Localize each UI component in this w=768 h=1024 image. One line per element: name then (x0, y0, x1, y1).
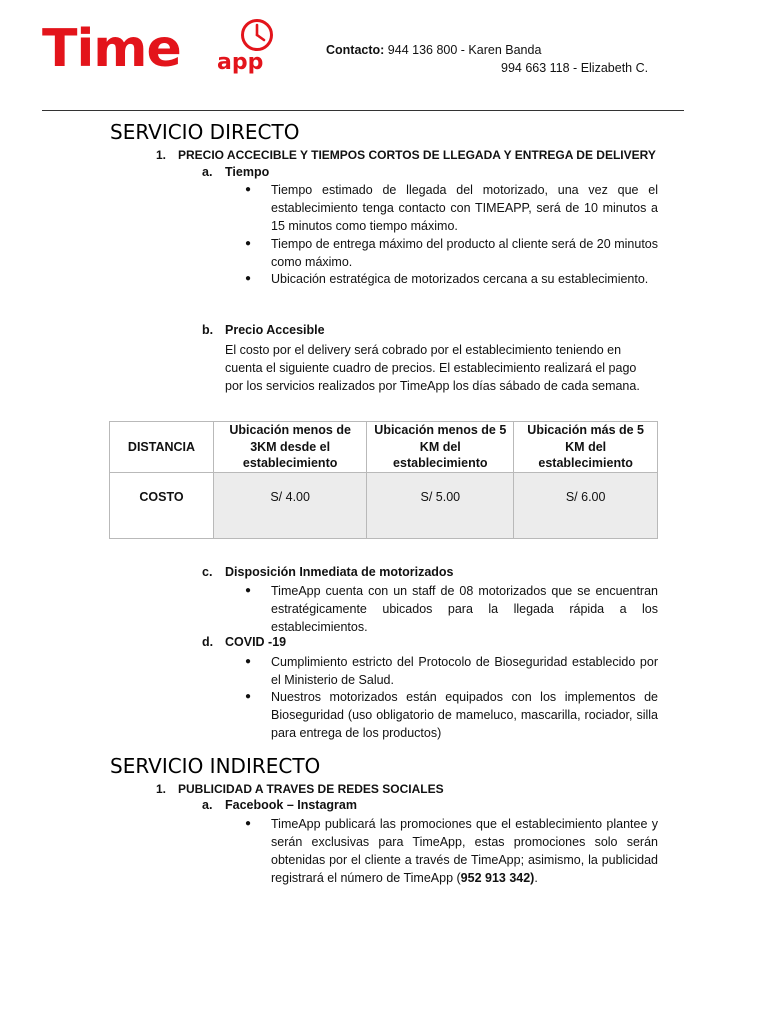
price-paragraph: El costo por el delivery será cobrado por el establecimiento teniendo en cuenta el siguiente cuadro de precios. El establecimiento realizará el pago por los servicios realizados por TimeApp los días sábado de cada semana. (225, 343, 640, 393)
sub-b-title: Precio Accesible (225, 323, 325, 337)
bullet-text: Tiempo de entrega máximo del producto al cliente será de 20 minutos como máximo. (271, 237, 658, 269)
sub-d-letter: d. (202, 635, 214, 649)
bullet-text: Ubicación estratégica de motorizados cercana a su establecimiento. (271, 272, 649, 286)
price-cell: S/ 4.00 (214, 473, 367, 539)
sub-d-title: COVID -19 (225, 635, 287, 649)
indirect-sub-a-letter: a. (202, 798, 213, 812)
contact-phone-1: 944 136 800 - Karen Banda (384, 43, 542, 57)
indirect-item-number: 1. (156, 782, 167, 796)
bullet-text: Cumplimiento estricto del Protocolo de Bioseguridad establecido por el Ministerio de Salud. (271, 655, 658, 687)
bullet-icon: ● (245, 691, 252, 702)
bullet-icon: ● (245, 273, 252, 284)
timeapp-phone-number: 952 913 342) (460, 871, 535, 885)
price-cell: S/ 5.00 (367, 473, 514, 539)
table-header-cell: Ubicación más de 5 KM del establecimiento (514, 422, 658, 473)
logo-app-text: app (217, 50, 264, 75)
direct-item-title: PRECIO ACCECIBLE Y TIEMPOS CORTOS DE LLEGADA Y ENTREGA DE DELIVERY (178, 148, 656, 162)
bullet-text: Tiempo estimado de llegada del motorizado, una vez que el establecimiento tenga contacto con TIMEAPP, será de 10 minutos a 15 minutos como tiempo máximo. (271, 183, 658, 233)
direct-item-number: 1. (156, 148, 167, 162)
timeapp-logo (42, 16, 267, 82)
contact-label: Contacto: (326, 43, 385, 57)
clock-icon (240, 18, 274, 52)
bullet-icon: ● (245, 585, 252, 596)
contact-line-2: 994 663 118 - Elizabeth C. (501, 61, 649, 75)
bullet-text: Nuestros motorizados están equipados con los implementos de Bioseguridad (uso obligatorio de mameluco, mascarilla, rociador, silla para entrega de los productos) (271, 690, 658, 740)
sub-a-letter: a. (202, 165, 213, 179)
sub-b-letter: b. (202, 323, 214, 337)
table-header-cell: Ubicación menos de 3KM desde el establecimiento (214, 422, 367, 473)
section-title-direct: SERVICIO DIRECTO (110, 120, 300, 144)
bullet-icon: ● (245, 656, 252, 667)
table-row-label: COSTO (110, 473, 214, 539)
header-divider (42, 110, 684, 111)
section-title-indirect: SERVICIO INDIRECTO (110, 754, 321, 778)
bullet-icon: ● (245, 184, 252, 195)
table-header-row (110, 422, 658, 473)
bullet-text: TimeApp cuenta con un staff de 08 motorizados que se encuentran estratégicamente ubicados para la llegada rápida a los establecimientos. (271, 584, 658, 634)
bullet-text (271, 815, 658, 887)
indirect-item-title: PUBLICIDAD A TRAVES DE REDES SOCIALES (178, 782, 444, 796)
bullet-icon: ● (245, 238, 252, 249)
table-header-cell: Ubicación menos de 5 KM del establecimiento (367, 422, 514, 473)
contact-line-1 (326, 43, 541, 57)
price-cell: S/ 6.00 (514, 473, 658, 539)
table-header-distance: DISTANCIA (110, 422, 214, 473)
price-table (109, 421, 658, 539)
sub-c-title: Disposición Inmediata de motorizados (225, 565, 454, 579)
sub-a-title: Tiempo (225, 165, 270, 179)
logo-word: Time (42, 19, 181, 79)
social-bullet-text: TimeApp publicará las promociones que el establecimiento plantee y serán exclusivas para TimeApp, estas promociones solo serán obtenidas por el cliente a través de TimeApp; asimismo, la publicidad registrará el número de TimeApp ( (271, 817, 658, 885)
indirect-sub-a-title: Facebook – Instagram (225, 798, 357, 812)
social-bullet-end: . (534, 871, 538, 885)
sub-c-letter: c. (202, 565, 213, 579)
table-row (110, 473, 658, 539)
bullet-icon: ● (245, 818, 252, 829)
